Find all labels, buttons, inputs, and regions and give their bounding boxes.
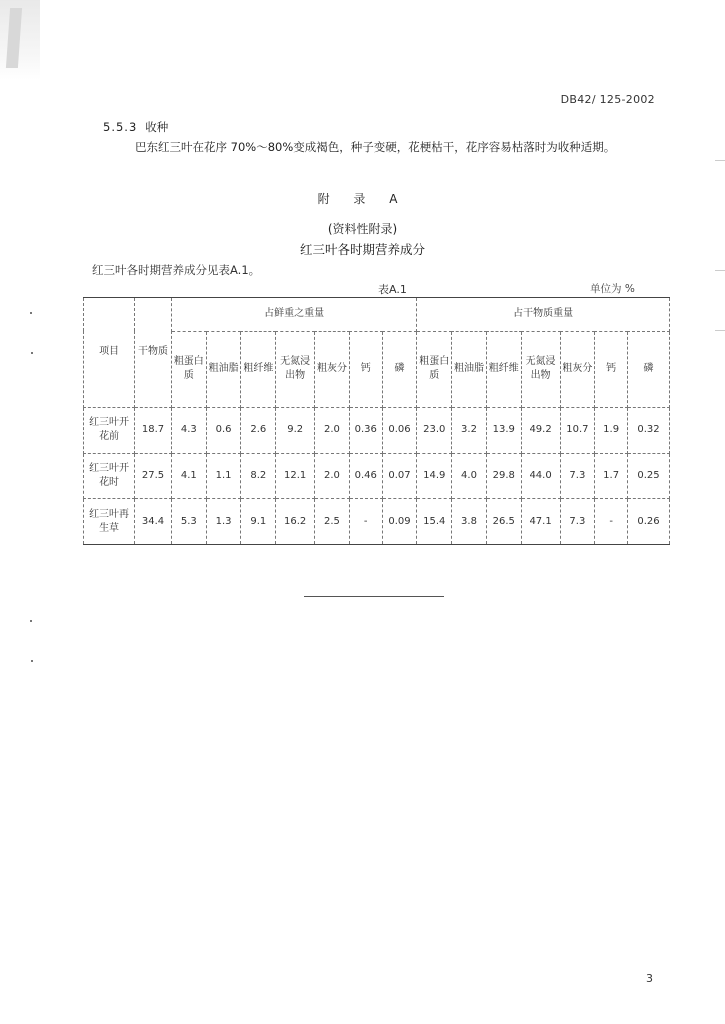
scan-speck bbox=[30, 620, 32, 622]
table-caption: 表A.1 bbox=[378, 283, 407, 296]
table-cell: 1.7 bbox=[595, 453, 628, 499]
table-cell: 16.2 bbox=[276, 499, 315, 545]
table-row bbox=[84, 407, 670, 453]
annex-heading: 红三叶各时期营养成分 bbox=[299, 242, 425, 257]
table-cell: 9.1 bbox=[241, 499, 276, 545]
table-cell: 14.9 bbox=[417, 453, 452, 499]
table-cell: - bbox=[349, 499, 382, 545]
scan-shadow bbox=[0, 0, 40, 80]
cell-dry-matter: 18.7 bbox=[135, 407, 172, 453]
annex-intro: 红三叶各时期营养成分见表A.1。 bbox=[92, 263, 261, 277]
cell-dry-matter: 34.4 bbox=[135, 499, 172, 545]
subheader-cell: 无氮浸出物 bbox=[521, 331, 560, 407]
table-cell: 9.2 bbox=[276, 407, 315, 453]
header-dry-matter: 干物质 bbox=[135, 298, 172, 408]
scan-edge-mark bbox=[715, 160, 725, 161]
scan-edge-mark bbox=[715, 270, 725, 271]
table-header-row-sub bbox=[84, 331, 670, 407]
table-cell: 2.0 bbox=[315, 453, 350, 499]
scan-speck bbox=[31, 660, 33, 662]
section-title: 收种 bbox=[145, 120, 169, 134]
table-cell: 13.9 bbox=[486, 407, 521, 453]
table-cell: 29.8 bbox=[486, 453, 521, 499]
table-cell: 5.3 bbox=[171, 499, 206, 545]
table-cell: 0.6 bbox=[206, 407, 241, 453]
table-cell: 0.26 bbox=[627, 499, 669, 545]
table-cell: 49.2 bbox=[521, 407, 560, 453]
table-unit: 单位为 % bbox=[590, 283, 635, 295]
table-cell: 1.9 bbox=[595, 407, 628, 453]
cell-dry-matter: 27.5 bbox=[135, 453, 172, 499]
subheader-cell: 钙 bbox=[595, 331, 628, 407]
table-cell: 0.36 bbox=[349, 407, 382, 453]
table-cell: 2.0 bbox=[315, 407, 350, 453]
header-item: 项目 bbox=[84, 298, 135, 408]
header-group-fresh: 占鲜重之重量 bbox=[171, 298, 416, 332]
subheader-cell: 粗油脂 bbox=[452, 331, 487, 407]
table-row bbox=[84, 499, 670, 545]
subheader-cell: 粗油脂 bbox=[206, 331, 241, 407]
section-number: 5.5.3 bbox=[103, 120, 138, 134]
table-cell: 26.5 bbox=[486, 499, 521, 545]
row-label: 红三叶开花前 bbox=[84, 407, 135, 453]
standard-code: DB42/ 125-2002 bbox=[560, 93, 655, 106]
table-cell: 4.1 bbox=[171, 453, 206, 499]
annex-subtitle: (资料性附录) bbox=[327, 222, 398, 236]
header-group-dry: 占干物质重量 bbox=[417, 298, 670, 332]
row-label: 红三叶再生草 bbox=[84, 499, 135, 545]
table-cell: 23.0 bbox=[417, 407, 452, 453]
subheader-cell: 磷 bbox=[382, 331, 417, 407]
subheader-cell: 粗蛋白质 bbox=[171, 331, 206, 407]
subheader-cell: 粗纤维 bbox=[241, 331, 276, 407]
table-cell: 3.8 bbox=[452, 499, 487, 545]
table-cell: 0.46 bbox=[349, 453, 382, 499]
table-cell: 10.7 bbox=[560, 407, 595, 453]
subheader-cell: 无氮浸出物 bbox=[276, 331, 315, 407]
section-5-5-3 bbox=[103, 117, 663, 157]
subheader-cell: 粗灰分 bbox=[315, 331, 350, 407]
end-rule bbox=[304, 596, 444, 597]
subheader-cell: 粗蛋白质 bbox=[417, 331, 452, 407]
table-cell: 44.0 bbox=[521, 453, 560, 499]
row-label: 红三叶开花时 bbox=[84, 453, 135, 499]
table-cell: 1.1 bbox=[206, 453, 241, 499]
table-cell: 0.09 bbox=[382, 499, 417, 545]
table-cell: 2.5 bbox=[315, 499, 350, 545]
table-cell: 4.3 bbox=[171, 407, 206, 453]
table-cell: 3.2 bbox=[452, 407, 487, 453]
scan-speck bbox=[30, 312, 32, 314]
subheader-cell: 粗灰分 bbox=[560, 331, 595, 407]
table-cell: 0.07 bbox=[382, 453, 417, 499]
table-header-row-group bbox=[84, 298, 670, 332]
page-number: 3 bbox=[646, 972, 653, 985]
table-cell: 4.0 bbox=[452, 453, 487, 499]
scan-edge-mark bbox=[715, 330, 725, 331]
nutrition-table bbox=[83, 297, 670, 545]
table-cell: 0.25 bbox=[627, 453, 669, 499]
table-cell: 0.06 bbox=[382, 407, 417, 453]
table-cell: 1.3 bbox=[206, 499, 241, 545]
table-cell: 7.3 bbox=[560, 453, 595, 499]
table-cell: 8.2 bbox=[241, 453, 276, 499]
section-body: 巴东红三叶在花序 70%～80%变成褐色，种子变硬，花梗枯干，花序容易枯落时为收种适期。 bbox=[135, 140, 616, 154]
table-cell: 7.3 bbox=[560, 499, 595, 545]
annex-title: 附 录 A bbox=[317, 192, 408, 206]
table-cell: - bbox=[595, 499, 628, 545]
table-cell: 47.1 bbox=[521, 499, 560, 545]
table-cell: 2.6 bbox=[241, 407, 276, 453]
table-cell: 12.1 bbox=[276, 453, 315, 499]
table-cell: 15.4 bbox=[417, 499, 452, 545]
subheader-cell: 粗纤维 bbox=[486, 331, 521, 407]
subheader-cell: 钙 bbox=[349, 331, 382, 407]
table-cell: 0.32 bbox=[627, 407, 669, 453]
scan-speck bbox=[31, 352, 33, 354]
subheader-cell: 磷 bbox=[627, 331, 669, 407]
table-row bbox=[84, 453, 670, 499]
